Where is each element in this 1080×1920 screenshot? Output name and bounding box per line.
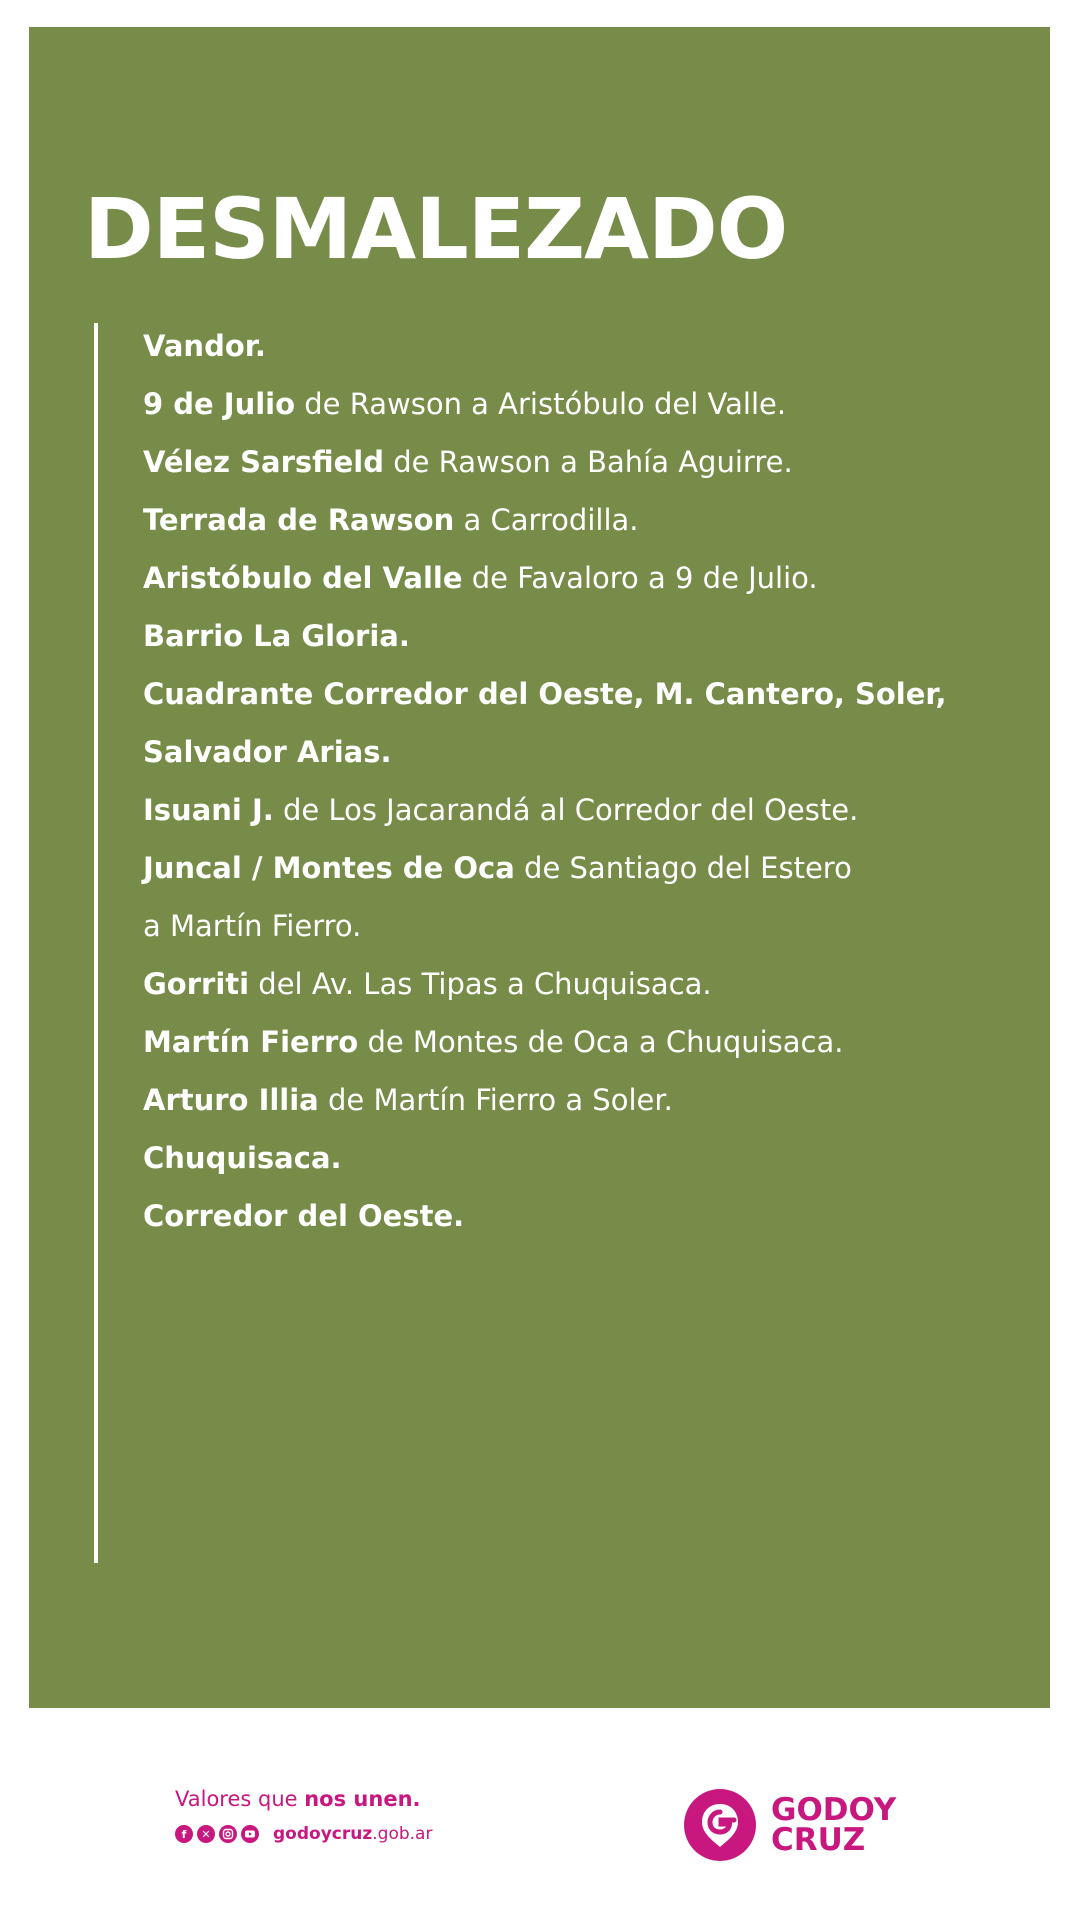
location-pin-logo-icon (683, 1788, 757, 1862)
list-item (143, 433, 1003, 491)
logo-line-1: GODOY (771, 1792, 897, 1828)
street-name: Aristóbulo del Valle (143, 561, 463, 595)
street-name: Isuani J. (143, 793, 274, 827)
street-detail: de Favaloro a 9 de Julio. (462, 561, 818, 595)
footer-slogan (175, 1787, 421, 1811)
street-name: Cuadrante Corredor del Oeste, M. Cantero, Soler, (143, 677, 947, 711)
list-item (143, 317, 1003, 375)
street-detail: de Santiago del Estero (514, 851, 852, 885)
street-detail: de Martín Fierro a Soler. (318, 1083, 673, 1117)
list-item (143, 491, 1003, 549)
list-item (143, 665, 1003, 723)
footer-social-row (175, 1824, 432, 1844)
slogan-bold: nos unen. (304, 1787, 421, 1811)
facebook-icon[interactable]: f (175, 1825, 193, 1843)
street-detail: a Martín Fierro. (143, 909, 362, 943)
youtube-icon[interactable] (241, 1825, 259, 1843)
street-detail: de Los Jacarandá al Corredor del Oeste. (273, 793, 859, 827)
street-detail: a Carrodilla. (454, 503, 639, 537)
x-icon[interactable]: ✕ (197, 1825, 215, 1843)
street-name: 9 de Julio (143, 387, 296, 421)
street-detail: de Rawson a Bahía Aguirre. (384, 445, 793, 479)
list-item (143, 897, 1003, 955)
street-name: Vélez Sarsfield (143, 445, 384, 479)
godoy-cruz-logo (683, 1788, 896, 1862)
vertical-divider (94, 323, 98, 1563)
street-name: Corredor del Oeste. (143, 1199, 465, 1233)
list-item (143, 955, 1003, 1013)
street-detail: de Montes de Oca a Chuquisaca. (358, 1025, 844, 1059)
list-item (143, 781, 1003, 839)
list-item (143, 607, 1003, 665)
list-item (143, 375, 1003, 433)
list-item (143, 723, 1003, 781)
street-name: Arturo Illia (143, 1083, 319, 1117)
list-item (143, 1013, 1003, 1071)
street-name: Terrada de Rawson (143, 503, 455, 537)
website-link[interactable] (273, 1824, 432, 1844)
street-list (143, 317, 1003, 1245)
street-name: Chuquisaca. (143, 1141, 342, 1175)
slogan-regular: Valores que (175, 1787, 305, 1811)
logo-wordmark (771, 1792, 897, 1858)
list-item (143, 1071, 1003, 1129)
instagram-icon[interactable] (219, 1825, 237, 1843)
logo-line-2: CRUZ (771, 1822, 866, 1858)
content-panel (29, 27, 1050, 1708)
list-item (143, 1187, 1003, 1245)
page-title: DESMALEZADO (84, 180, 788, 278)
street-name: Salvador Arias. (143, 735, 392, 769)
url-regular: .gob.ar (372, 1824, 433, 1844)
street-name: Martín Fierro (143, 1025, 359, 1059)
street-detail: de Rawson a Aristóbulo del Valle. (295, 387, 787, 421)
street-name: Juncal / Montes de Oca (143, 851, 515, 885)
street-name: Gorriti (143, 967, 250, 1001)
street-detail: del Av. Las Tipas a Chuquisaca. (249, 967, 712, 1001)
street-name: Barrio La Gloria. (143, 619, 410, 653)
list-item (143, 549, 1003, 607)
list-item (143, 1129, 1003, 1187)
street-name: Vandor. (143, 329, 266, 363)
url-bold: godoycruz (273, 1824, 373, 1844)
list-item (143, 839, 1003, 897)
